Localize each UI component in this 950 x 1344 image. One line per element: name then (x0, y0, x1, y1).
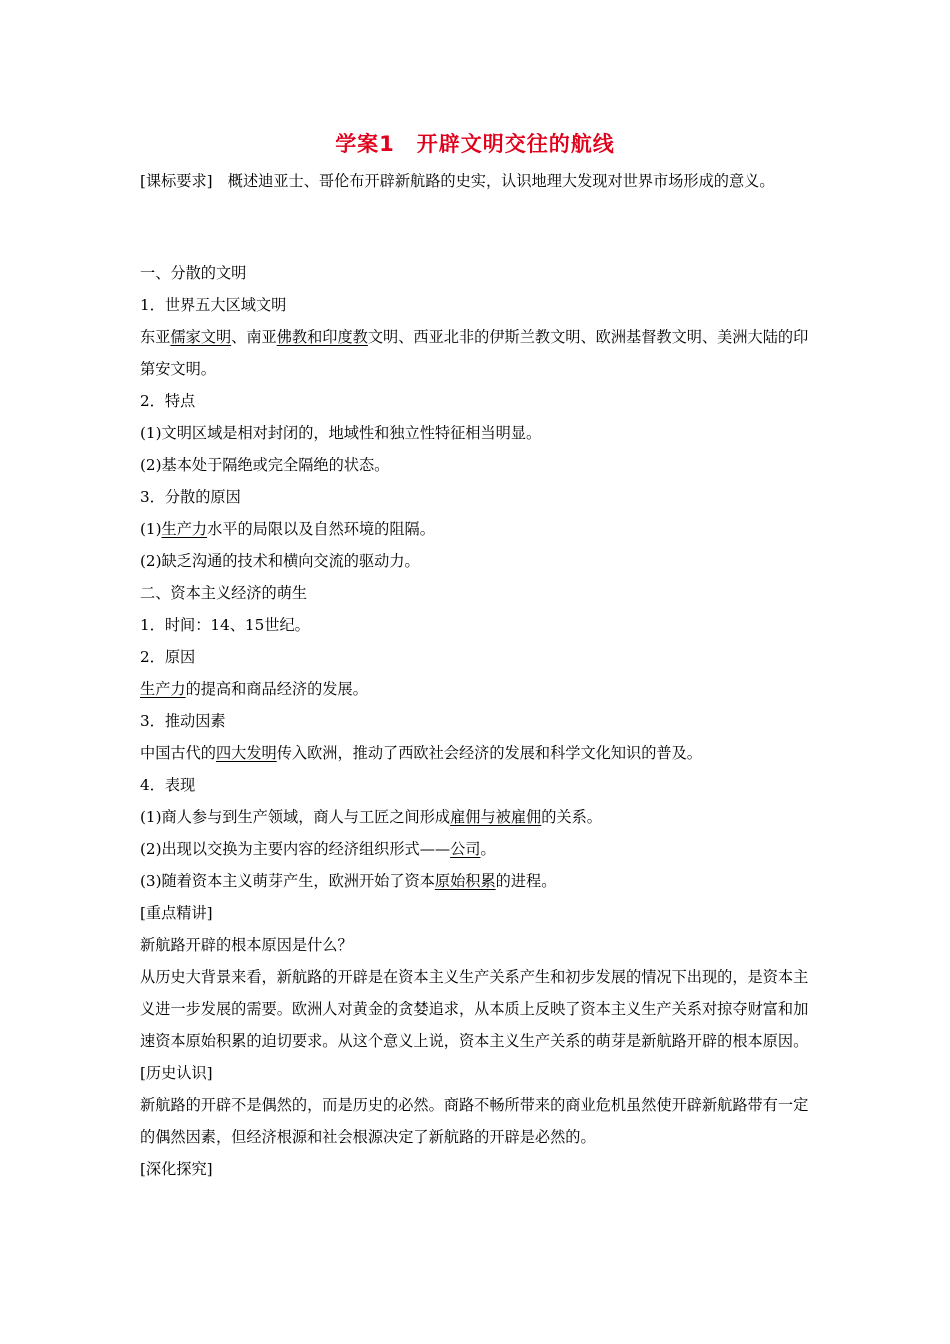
subheading-causes: 3．分散的原因 (140, 488, 241, 506)
key-term: 雇佣与被雇佣 (450, 808, 542, 826)
text-run: 水平的局限以及自然环境的阻隔。 (207, 520, 435, 538)
curriculum-requirement-text: 概述迪亚士、哥伦布开辟新航路的史实，认识地理大发现对世界市场形成的意义。 (212, 172, 775, 190)
document-body (140, 165, 812, 1185)
text-run: 的提高和商品经济的发展。 (185, 680, 368, 698)
key-term: 四大发明 (215, 744, 277, 762)
text-run: 、南亚 (231, 328, 277, 346)
subheading-five-civilizations: 1．世界五大区域文明 (140, 296, 287, 314)
reason-text (140, 673, 812, 705)
text-run: 传入欧洲，推动了西欧社会经济的发展和科学文化知识的普及。 (276, 744, 702, 762)
text-run: 中国古代的 (140, 744, 216, 762)
subheading-features: 2．特点 (140, 392, 196, 410)
subheading-reason: 2．原因 (140, 648, 196, 666)
manifestation-item (140, 833, 812, 865)
text-run: (1) (140, 520, 162, 538)
key-term: 生产力 (161, 520, 208, 538)
text-run: 东亚 (140, 328, 171, 346)
manifestation-item (140, 865, 812, 897)
text-run: 文明、西亚北非的伊斯兰教文明、欧洲基督教文明、美洲大陆的印第安文明。 (140, 328, 809, 378)
feature-item: (1)文明区域是相对封闭的，地域性和独立性特征相当明显。 (140, 424, 542, 442)
text-run: (3)随着资本主义萌芽产生，欧洲开始了资本 (140, 872, 435, 890)
text-run: (2)出现以交换为主要内容的经济组织形式—— (140, 840, 451, 858)
key-term: 生产力 (140, 680, 186, 698)
focus-question: 新航路开辟的根本原因是什么？ (140, 936, 353, 954)
key-term: 原始积累 (434, 872, 496, 890)
manifestation-item (140, 801, 812, 833)
cause-item: (2)缺乏沟通的技术和横向交流的驱动力。 (140, 552, 420, 570)
deep-inquiry-label: [深化探究] (140, 1160, 213, 1178)
focus-label: [重点精讲] (140, 904, 213, 922)
key-term: 佛教和印度教 (276, 328, 368, 346)
subheading-manifestations: 4．表现 (140, 776, 196, 794)
section-heading-2: 二、资本主义经济的萌生 (140, 584, 308, 602)
page-title: 学案1 开辟文明交往的航线 (335, 132, 615, 156)
section-heading-1: 一、分散的文明 (140, 264, 247, 282)
text-run: 。 (480, 840, 496, 858)
curriculum-requirement (140, 165, 812, 197)
driving-factors-text (140, 737, 812, 769)
key-term: 公司 (450, 840, 481, 858)
spacer (140, 197, 812, 257)
focus-answer: 从历史大背景来看，新航路的开辟是在资本主义生产关系产生和初步发展的情况下出现的，是资本主义进一步发展的需要。欧洲人对黄金的贪婪追求，从本质上反映了资本主义生产关系对掠夺财富和加速资本原始积累的迫切要求。从这个意义上说，资本主义生产关系的萌芽是新航路开辟的根本原因。 (140, 968, 809, 1050)
feature-item: (2)基本处于隔绝或完全隔绝的状态。 (140, 456, 390, 474)
text-run: 的关系。 (541, 808, 602, 826)
curriculum-requirement-label: [课标要求] (140, 172, 213, 190)
text-run: (1)商人参与到生产领域，商人与工匠之间形成 (140, 808, 451, 826)
cause-item (140, 513, 812, 545)
history-text: 新航路的开辟不是偶然的，而是历史的必然。商路不畅所带来的商业危机虽然使开辟新航路带有一定的偶然因素，但经济根源和社会根源决定了新航路的开辟是必然的。 (140, 1096, 809, 1146)
key-term: 儒家文明 (170, 328, 232, 346)
time-item: 1．时间：14、15世纪。 (140, 616, 310, 634)
history-label: [历史认识] (140, 1064, 213, 1082)
paragraph-five-civilizations (140, 321, 812, 385)
subheading-driving-factors: 3．推动因素 (140, 712, 226, 730)
text-run: 的进程。 (495, 872, 557, 890)
